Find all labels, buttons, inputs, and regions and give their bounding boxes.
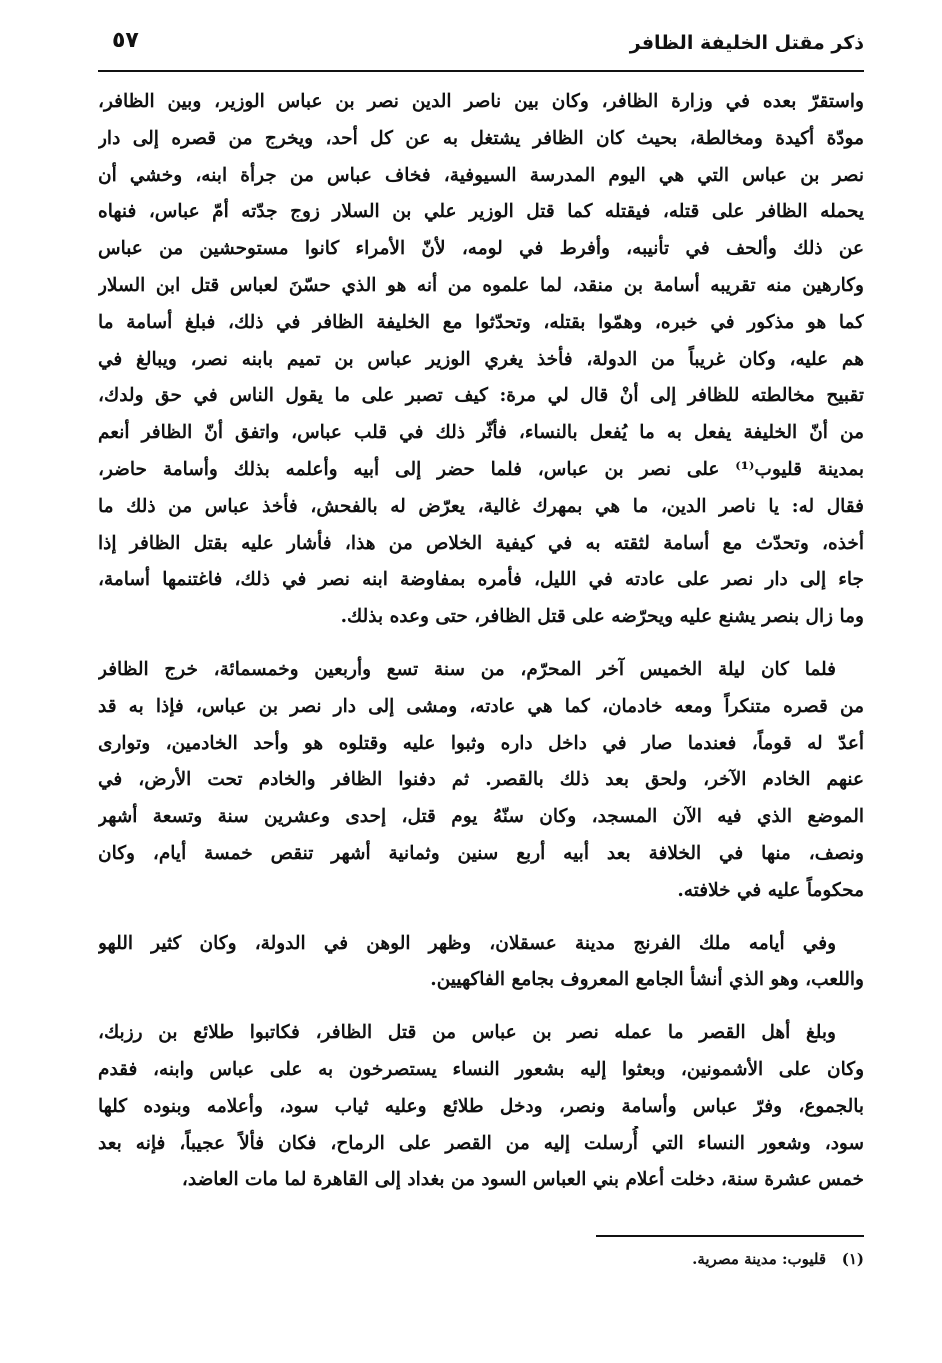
text-line: عن ذلك وألحف في تأنيبه، وأفرط في لومه، لأنّ الأمراء كانوا مستوحشين من عباس [98, 238, 864, 260]
text-line: محكوماً عليه في خلافته. [677, 879, 864, 901]
text-line: وكارهين منه تقريبه أسامة بن منقد، لما علموه من أنه هو الذي حسّنَ لعباس قتل ابن السلار [98, 274, 864, 296]
text-line: وما زال بنصر يشنع عليه ويحرّضه على قتل الظافر، حتى وعده بذلك. [340, 606, 864, 628]
text-line: واللعب، وهو الذي أنشأ الجامع المعروف بجامع الفاكهيين. [430, 969, 864, 991]
text-line: بالجموع، وفرّ عباس وأسامة ونصر، ودخل طلائع وعليه ثياب سود، وأعلامه وبنوده كلها [98, 1095, 864, 1117]
header-rule [98, 70, 864, 72]
text-line: أعدّ له قوماً، فعندما صار في داخل داره وثبوا عليه وقتلوه هو وأحد الخادمين، وتوارى [98, 732, 864, 754]
text-line: كما هو مذكور في خبره، وهمّوا بقتله، وتحدّثوا مع الخليفة الظافر في ذلك، فبلغ أسامة ما [98, 311, 864, 333]
paragraph [98, 652, 864, 910]
text-line: من أنّ الخليفة يفعل به ما يُفعل بالنساء، فأثّر ذلك في قلب عباس، واتفق أنّ الظافر أنعم [98, 422, 864, 444]
text-line: وفي أيامه ملك الفرنج مدينة عسقلان، وظهر الوهن في الدولة، وكان كثير اللهو [98, 932, 836, 954]
text-line: عنهم الخادم الآخر، ولحق بعد ذلك بالقصر. ثم دفنوا الظافر والخادم تحت الأرض، في [98, 769, 864, 791]
footnote-text: قليوب: مدينة مصرية. [692, 1250, 827, 1268]
chapter-title: ذكر مقتل الخليفة الظافر [629, 32, 864, 54]
text-line: وبلغ أهل القصر ما عمله نصر بن عباس من قتل الظافر، فكاتبوا طلائع بن رزبك، [98, 1022, 836, 1044]
running-header [98, 28, 864, 64]
text-line: خمس عشرة سنة، دخلت أعلام بني العباس السود من بغداد إلى القاهرة لما مات العاضد، [181, 1169, 864, 1191]
text-line: جاء إلى دار نصر على عادته في الليل، فأمره بمفاوضة ابنه نصر في ذلك، فاغتنمها أسامة، [98, 569, 864, 591]
text-line: هم عليه، وكان غريباً من الدولة، فأخذ يغري الوزير عباس بن تميم بابنه نصر، ويبالغ في [98, 348, 864, 370]
body-text [98, 84, 864, 1215]
text-line: بمدينة قليوب⁽¹⁾ على نصر بن عباس، فلما حضر إلى أبيه وأعلمه بذلك وأسامة حاضر، [98, 458, 864, 480]
text-line: تقبيح مخالطته للظافر إلى أنْ قال لي مرة: كيف تصبر على ما يقول الناس في حق ولدك، [98, 385, 864, 407]
paragraph [98, 926, 864, 1000]
text-line: ونصف، منها في الخلافة بعد أبيه أربع سنين وثمانية أشهر تنقص خمسة أيام، وكان [98, 842, 864, 864]
footnote [692, 1250, 864, 1268]
text-line: نصر بن عباس التي هي اليوم المدرسة السيوفية، فخاف عباس من جرأة ابنه، وخشي أن [98, 164, 864, 186]
text-line: سود، وشعور النساء التي أُرسلت إليه من القصر على الرماح، فكان فألاً عجيباً، فإنه بعد [98, 1132, 864, 1154]
text-line: فقال له: يا ناصر الدين، ما هي بمهرك غالية، يعرّض له بالفحش، فأخذ عباس من ذلك ما [98, 495, 864, 517]
text-line: الموضع الذي فيه الآن المسجد، وكان سنّهُ يوم قتل، إحدى وعشرين سنة وتسعة أشهر [98, 806, 864, 828]
text-line: يحمله الظافر على قتله، فيقتله كما قتل الوزير علي بن السلار زوج جدّته أمّ عباس، فنهاه [98, 201, 864, 223]
page-number: ٥٧ [112, 28, 139, 53]
text-line: مودّة أكيدة ومخالطة، بحيث كان الظافر يشتغل به عن كل أحد، ويخرج من قصره إلى دار [98, 127, 864, 149]
text-line: وكان على الأشمونين، وبعثوا إليه بشعور النساء يستصرخون به على عباس وابنه، فقدم [98, 1058, 864, 1080]
paragraph [98, 1015, 864, 1199]
text-line: واستقرّ بعده في وزارة الظافر، وكان بين ناصر الدين نصر بن عباس الوزير، وبين الظافر، [98, 91, 864, 112]
footnote-marker: (١) [841, 1250, 864, 1268]
text-line: فلما كان ليلة الخميس آخر المحرّم، من سنة تسع وأربعين وخمسمائة، خرج الظافر [98, 658, 836, 680]
text-line: من قصره متنكراً ومعه خادمان، كما هي عادته، ومشى إلى دار نصر بن عباس، فإذا به قد [98, 695, 864, 717]
footnote-rule [596, 1235, 864, 1237]
text-line: أخذه، وتحدّث مع أسامة لثقته به في كيفية الخلاص من هذا، فأشار عليه بقتل الظافر إذا [98, 532, 864, 554]
paragraph [98, 84, 864, 636]
